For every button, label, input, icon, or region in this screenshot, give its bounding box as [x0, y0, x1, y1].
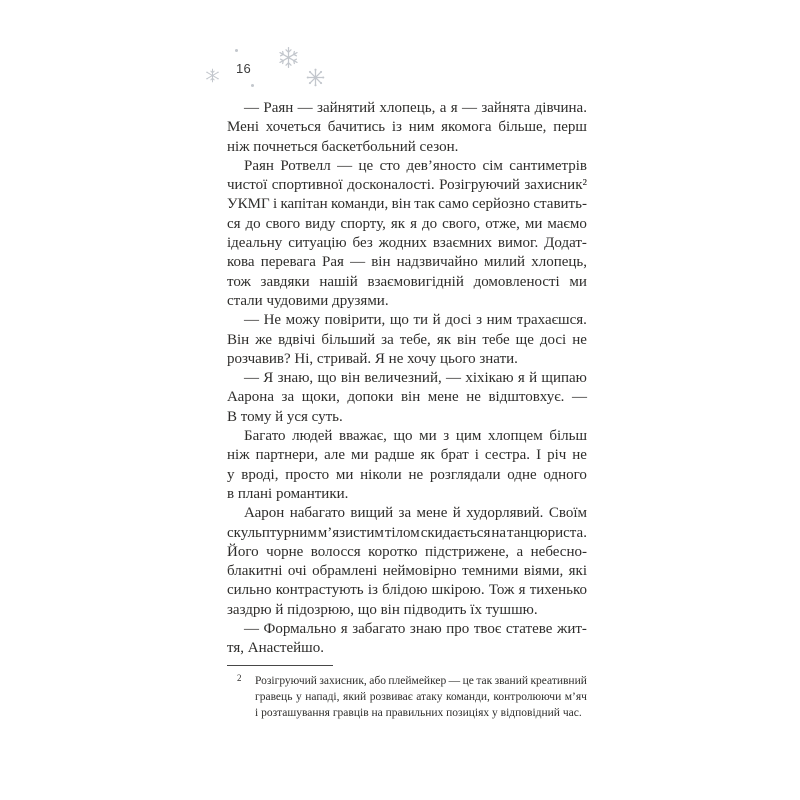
text-line: у вроді, просто ми ніколи не розглядали одне одного	[227, 466, 587, 483]
text-line: блакитні очі обрамлені неймовірно темними віями, які	[227, 563, 587, 580]
text-line: Мені хочеться бачитись із ним якомога більше, перш	[227, 119, 587, 136]
text-line: — Я знаю, що він величезний, — хіхікаю я й щипаю	[244, 370, 587, 387]
text-line: ідеальну ситуацію без жодних взаємних вимог. Додат-	[227, 235, 587, 252]
text-line: ніж почнеться баскетбольний сезон.	[227, 138, 459, 155]
text-line: заздрю й підозрюю, що він підводить їх тушшю.	[227, 601, 538, 618]
dot-decoration	[251, 84, 254, 87]
body-paragraphs	[227, 99, 587, 659]
text-line: кова перевага Рая — він надзвичайно милий хлопець,	[227, 254, 587, 271]
text-line: Він же вдвічі більший за тебе, як він тебе ще досі не	[227, 331, 587, 348]
text-line: сильно контрастують із блідою шкірою. Тож я тихенько	[227, 582, 587, 599]
text-line: тя, Анастейшо.	[227, 640, 324, 657]
text-line: стали чудовими друзями.	[227, 292, 389, 309]
page-text	[227, 99, 587, 721]
text-line: скульптурним м’язистим тілом скидається на танцюриста.	[227, 524, 587, 541]
text-line: Багато людей вважає, що ми з цим хлопцем більш	[244, 428, 587, 445]
text-line: ніж партнери, але ми радше як брат і сестра. І річ не	[227, 447, 587, 464]
footnote-separator	[227, 665, 333, 666]
text-line: в плані романтики.	[227, 485, 349, 502]
dot-decoration	[235, 49, 238, 52]
text-line: чистої спортивної досконалості. Розігруючий захисник²	[227, 177, 587, 194]
text-line: В тому й уся суть.	[227, 408, 343, 425]
text-line: ся до свого виду спорту, як я до свого, отже, ми маємо	[227, 215, 587, 232]
text-line: Раян Ротвелл — це сто дев’яносто сім сантиметрів	[244, 157, 587, 174]
text-line: УКМГ і капітан команди, він так само серйозно ставить-	[227, 196, 587, 213]
text-line: Аарон набагато вищий за мене й худорлявий. Своїм	[244, 505, 587, 522]
text-line: і розташування гравців на правильних позиціях у відповідний час.	[255, 706, 582, 719]
footnote	[227, 673, 587, 721]
footnote-text	[255, 673, 587, 721]
text-line: Аарона за щоки, допоки він мене не відштовхує. —	[227, 389, 587, 406]
text-line: розчавив? Ні, стривай. Я не хочу цього знати.	[227, 350, 518, 367]
text-line: Його чорне волосся коротко підстрижене, а небесно-	[227, 543, 587, 560]
text-line: гравець у нападі, який розвиває атаку команди, контролюючи м’яч	[255, 690, 587, 703]
snowflake-icon	[305, 67, 326, 88]
text-line: Розігруючий захисник, або плеймейкер — це так званий креативний	[255, 674, 587, 687]
footnote-marker: 2	[237, 672, 242, 683]
snowflake-icon	[204, 67, 221, 84]
text-line: — Раян — зайнятий хлопець, а я — зайнята дівчина.	[244, 100, 587, 116]
text-line: — Не можу повірити, що ти й досі з ним трахаєшся.	[244, 312, 587, 329]
text-line: тож завдяки нашій взаємовигідній домовленості ми	[227, 273, 587, 290]
snowflake-icon	[276, 45, 301, 70]
page-number: 16	[236, 61, 252, 76]
text-line: — Формально я забагато знаю про твоє статеве жит-	[244, 621, 587, 638]
